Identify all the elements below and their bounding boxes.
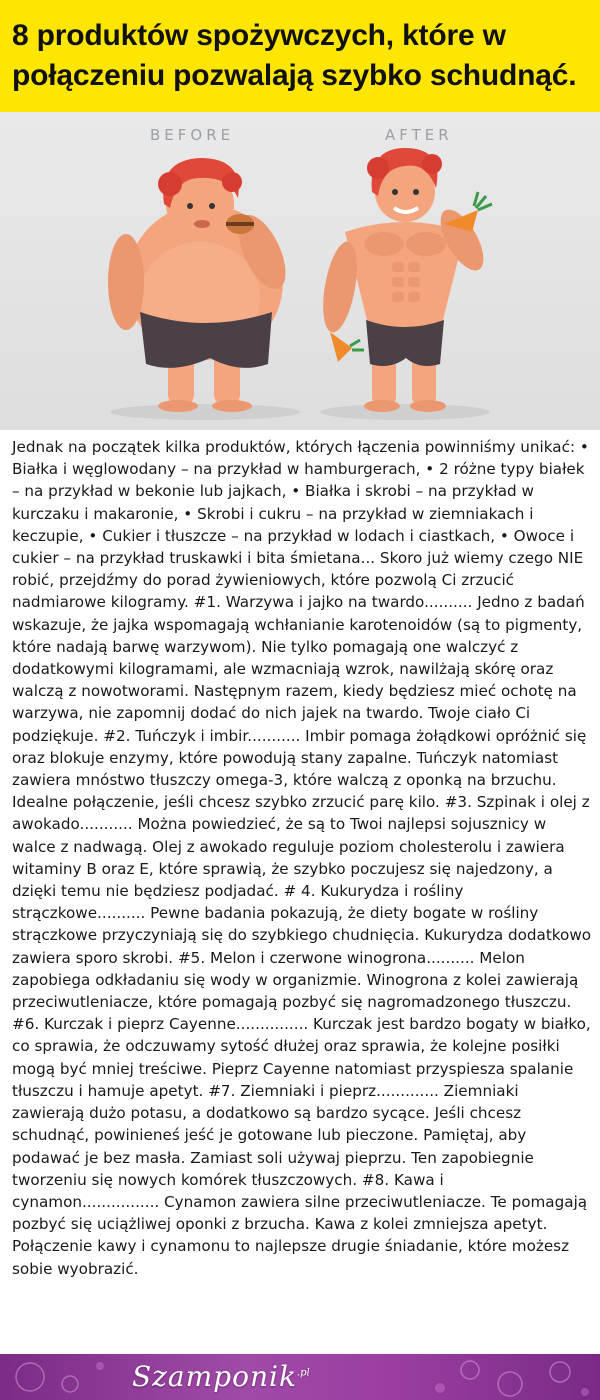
brand-tld: .pl (296, 1367, 310, 1379)
before-after-illustration (0, 112, 600, 430)
page-title: 8 produktów spożywczych, które w połączeniu pozwalają szybko schudnąć. (12, 19, 577, 92)
article-text: Jednak na początek kilka produktów, których łączenia powinniśmy unikać: • Białka i węglowodany – na przykład w hamburgerach, • 2 różne typy białek – na przykład w bekonie lub jajkach, • Białka i skrobi – na przykład w kurczaku i makaronie, • Skrobi i cukru – na przykład w ziemniakach i keczupie, • Cukier i tłuszcze – na przykład w lodach i ciastkach, • Owoce i cukier – na przykład truskawki i bita śmietana... Skoro już wiemy czego NIE robić, przejdźmy do porad żywieniowych, które pozwolą Ci zrzucić nadmiarowe kilogramy. #1. Warzywa i jajko na twardo.......... Jedno z badań wskazuje, że jajka wspomagają wchłanianie karotenoidów (są to pigmenty, które nadają barwę warzywom). Nie tylko pomagają one walczyć z dodatkowymi kilogramami, ale wzmacniają wzrok, nawilżają skórę oraz walczą z nowotworami. Następnym razem, kiedy będziesz mieć ochotę na warzywa, nie zapomnij dodać do nich jajek na twardo. Twoje ciało Ci podziękuje. #2. Tuńczyk i imbir........... Imbir pomaga żołądkowi opróżnić się oraz blokuje enzymy, które powodują stany zapalne. Tuńczyk natomiast zawiera mnóstwo tłuszczy omega-3, które walczą z oponką na brzuchu. Idealne połączenie, jeśli chcesz szybko zrzucić parę kilo. #3. Szpinak i olej z awokado........... Można powiedzieć, że są to Twoi najlepsi sojusznicy w walce z nadwagą. Olej z awokado reguluje poziom cholesterolu i zawiera witaminy B oraz E, które sprawią, że szybko poczujesz się najedzony, a dzięki temu nie będziesz podjadać. # 4. Kukurydza i rośliny strączkowe.......... Pewne badania pokazują, że diety bogate w rośliny strączkowe przyczyniają się do szybkiego chudnięcia. Kukurydza dodatkowo zawiera sporo skrobi. #5. Melon i czerwone winogrona.......... Melon zapobiega odkładaniu się wody w organizmie. Winogrona z kolei zawierają przeciwutleniacze, które pomagają pozbyć się nagromadzonego tłuszczu. #6. Kurczak i pieprz Cayenne............... Kurczak jest bardzo bogaty w białko, co sprawia, że odczuwamy sytość dłużej oraz sprawia, że kolejne posiłki mogą być mniej treściwe. Pieprz Cayenne natomiast przyspiesza spalanie tłuszczu i hamuje apetyt. #7. Ziemniaki i pieprz............. Ziemniaki zawierają dużo potasu, a dodatkowo są bardzo sycące. Jeśli chcesz schudnąć, powinieneś jeść je gotowane lub pieczone. Pamiętaj, aby podawać je bez masła. Zamiast soli używaj pieprzu. Ten zapobiegnie tworzeniu się nowych komórek tłuszczowych. #8. Kawa i cynamon................ Cynamon zawiera silne przeciwutleniacze. Te pomagają pozbyć się uciążliwej oponki z brzucha. Kawa z kolei zmniejsza apetyt. Połączenie kawy i cynamonu to najlepsze drugie śniadanie, które możesz sobie wyobrazić. (12, 438, 592, 1278)
title-banner (0, 0, 600, 112)
footer-banner (0, 1354, 600, 1400)
after-label: AFTER (385, 126, 453, 144)
article-body (12, 436, 592, 1280)
illustration-svg (0, 112, 600, 430)
brand-name: Szamponik (132, 1360, 297, 1393)
before-figure (108, 158, 300, 420)
before-label: BEFORE (150, 126, 235, 144)
after-figure (317, 148, 492, 420)
brand-logo[interactable] (132, 1360, 310, 1393)
